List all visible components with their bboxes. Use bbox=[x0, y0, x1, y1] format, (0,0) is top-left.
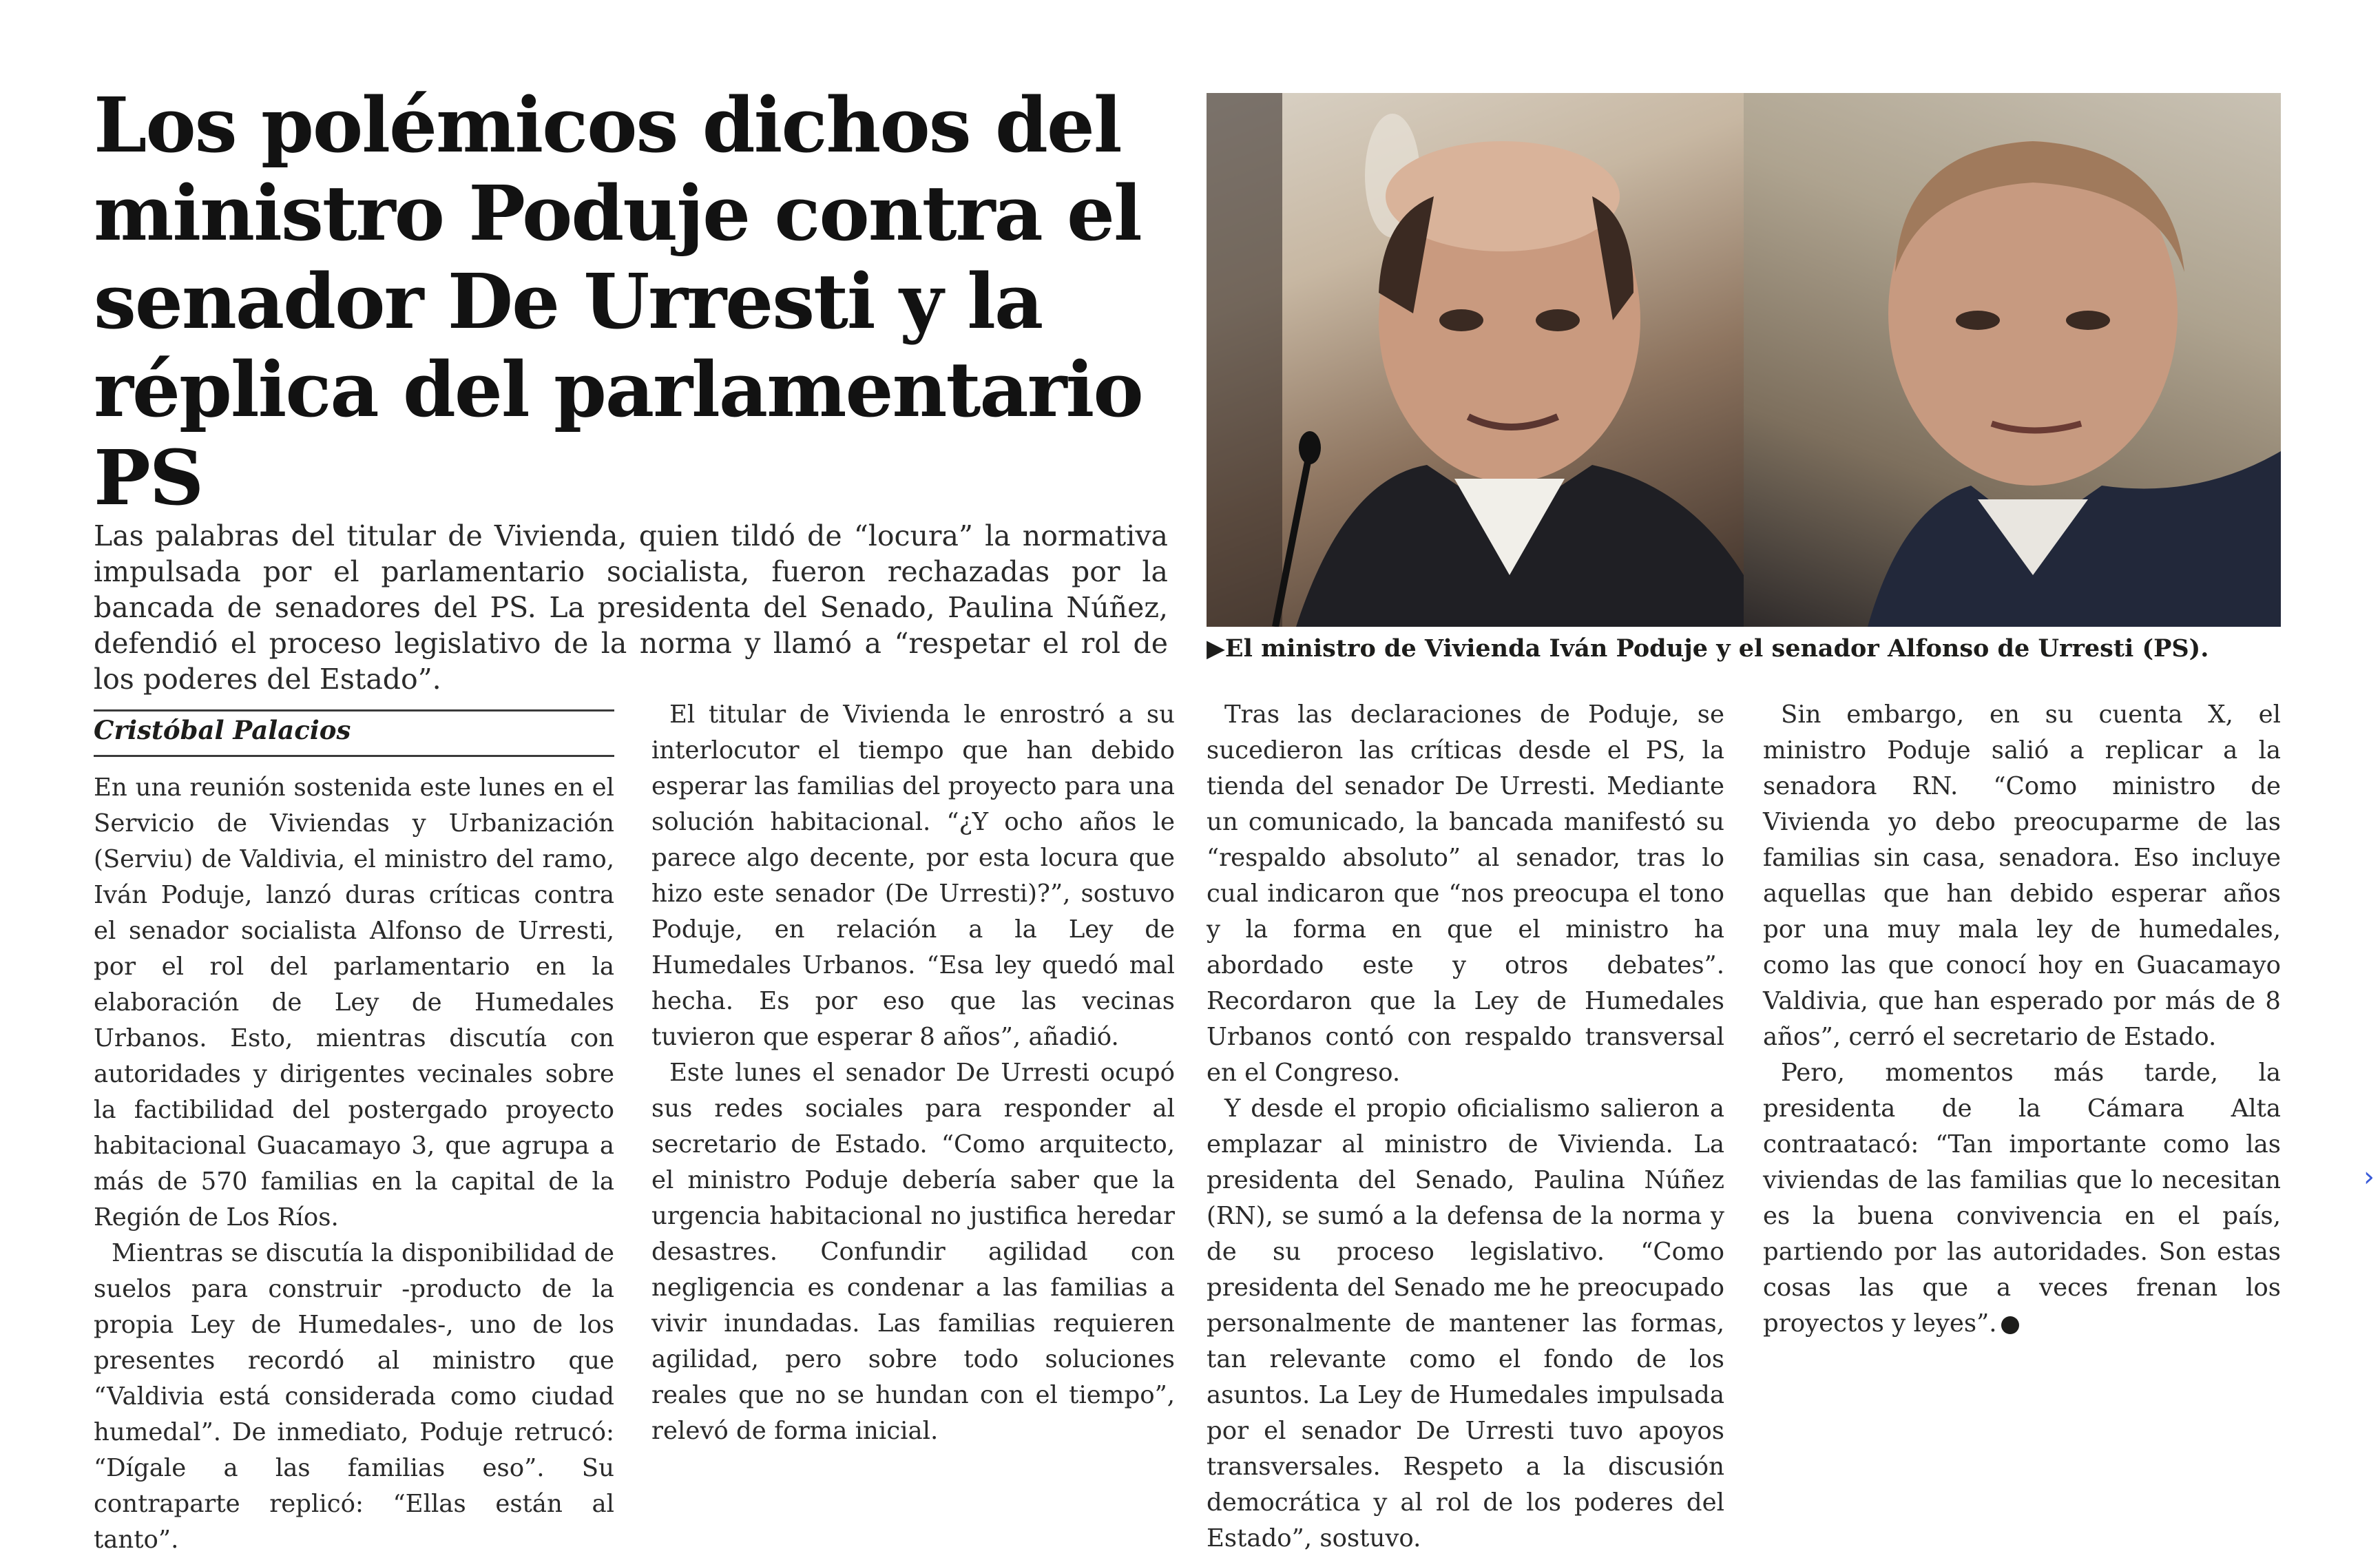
article-photo bbox=[1207, 93, 2281, 627]
headline: Los polémicos dichos del ministro Poduje contra el senador De Urresti y la réplica del parlamentario PS bbox=[94, 81, 1142, 522]
body-column-2 bbox=[651, 697, 1175, 1449]
body-column-4 bbox=[1763, 697, 2281, 1342]
body-paragraph: Y desde el propio oficialismo salieron a emplazar al ministro de Vivienda. La presidenta del Senado, Paulina Núñez (RN), se sumó a la defensa de la norma y de su proceso legislativo. “Como presidenta del Senado me he preocupado personalmente de mantener las formas, tan relevante como el fondo de los asuntos. La Ley de Humedales impulsada por el senador De Urresti tuvo apoyos transversales. Respeto a la discusión democrática y al rol de los poderes del Estado”, sostuvo. bbox=[1207, 1094, 1724, 1552]
body-paragraph: El titular de Vivienda le enrostró a su interlocutor el tiempo que han debido esperar las familias del proyecto para una solución habitacional. “¿Y ocho años le parece algo decente, por esta locura que hizo este senador (De Urresti)?”, sostuvo Poduje, en relación a la Ley de Humedales Urbanos. “Esa ley quedó mal hecha. Es por eso que las vecinas tuvieron que esperar 8 años”, añadió. bbox=[651, 700, 1175, 1051]
body-paragraph: Sin embargo, en su cuenta X, el ministro Poduje salió a replicar a la senadora RN. “Como ministro de Vivienda yo debo preocuparme de las familias sin casa, senadora. Eso incluye aquellas que han debido esperar años por una muy mala ley de humedales, como las que conocí hoy en Guacamayo Valdivia, que han esperado por más de 8 años”, cerró el secretario de Estado. bbox=[1763, 700, 2281, 1051]
portrait-left-illustration bbox=[1207, 93, 1744, 627]
body-column-3 bbox=[1207, 697, 1724, 1557]
body-paragraph-final bbox=[1763, 1055, 2281, 1342]
body-paragraph: Tras las declaraciones de Poduje, se sucedieron las críticas desde el PS, la tienda del senador De Urresti. Mediante un comunicado, la bancada manifestó su “respaldo absoluto” al senador, tras lo cual indicaron que “nos preocupa el tono y la forma en que el ministro ha abordado este y otros debates”. Recordaron que la Ley de Humedales Urbanos contó con respaldo transversal en el Congreso. bbox=[1207, 700, 1724, 1087]
byline: Cristóbal Palacios bbox=[94, 715, 351, 745]
end-of-article-icon bbox=[2001, 1316, 2019, 1334]
body-paragraph: Este lunes el senador De Urresti ocupó sus redes sociales para responder al secretario de Estado. “Como arquitecto, el ministro Poduje debería saber que la urgencia habitacional no justifica heredar desastres. Confundir agilidad con negligencia es condenar a las familias a vivir inundadas. Las familias requieren agilidad, pero sobre todo soluciones reales que no se hundan con el tiempo”, relevó de forma inicial. bbox=[651, 1059, 1175, 1445]
byline-rule-bottom bbox=[94, 755, 614, 757]
byline-rule-top bbox=[94, 709, 614, 712]
body-paragraph: Mientras se discutía la disponibilidad de suelos para construir -producto de la propia Ley de Humedales-, uno de los presentes recordó al ministro que “Valdivia está considerada como ciudad humedal”. De inmediato, Poduje retrucó: “Dígale a las familias eso”. Su contraparte replicó: “Ellas están al tanto”. bbox=[94, 1239, 614, 1554]
photo-senator-de-urresti bbox=[1744, 93, 2281, 627]
body-column-1 bbox=[94, 770, 614, 1558]
photo-caption: ▶El ministro de Vivienda Iván Poduje y el senador Alfonso de Urresti (PS). bbox=[1207, 634, 2209, 663]
next-page-arrow-icon[interactable]: › bbox=[2363, 1161, 2374, 1193]
lede: Las palabras del titular de Vivienda, quien tildó de “locura” la normativa impulsada por el parlamentario socialista, fueron rechazadas por la bancada de senadores del PS. La presidenta del Senado, Paulina Núñez, defendió el proceso legislativo de la norma y llamó a “respetar el rol de los poderes del Estado”. bbox=[94, 519, 1168, 696]
photo-minister-poduje bbox=[1207, 93, 1744, 627]
portrait-right-illustration bbox=[1744, 93, 2281, 627]
final-paragraph-text: Pero, momentos más tarde, la presidenta de la Cámara Alta contraatacó: “Tan importante como las viviendas de las familias que lo necesitan es la buena convivencia en el país, partiendo por las autoridades. Son estas cosas las que a veces frenan los proyectos y leyes”. bbox=[1763, 1059, 2281, 1338]
body-paragraph: En una reunión sostenida este lunes en el Servicio de Viviendas y Urbanización (Serviu) de Valdivia, el ministro del ramo, Iván Poduje, lanzó duras críticas contra el senador socialista Alfonso de Urresti, por el rol del parlamentario en la elaboración de Ley de Humedales Urbanos. Esto, mientras discutía con autoridades y dirigentes vecinales sobre la factibilidad del postergado proyecto habitacional Guacamayo 3, que agrupa a más de 570 familias en la capital de la Región de Los Ríos. bbox=[94, 773, 614, 1232]
